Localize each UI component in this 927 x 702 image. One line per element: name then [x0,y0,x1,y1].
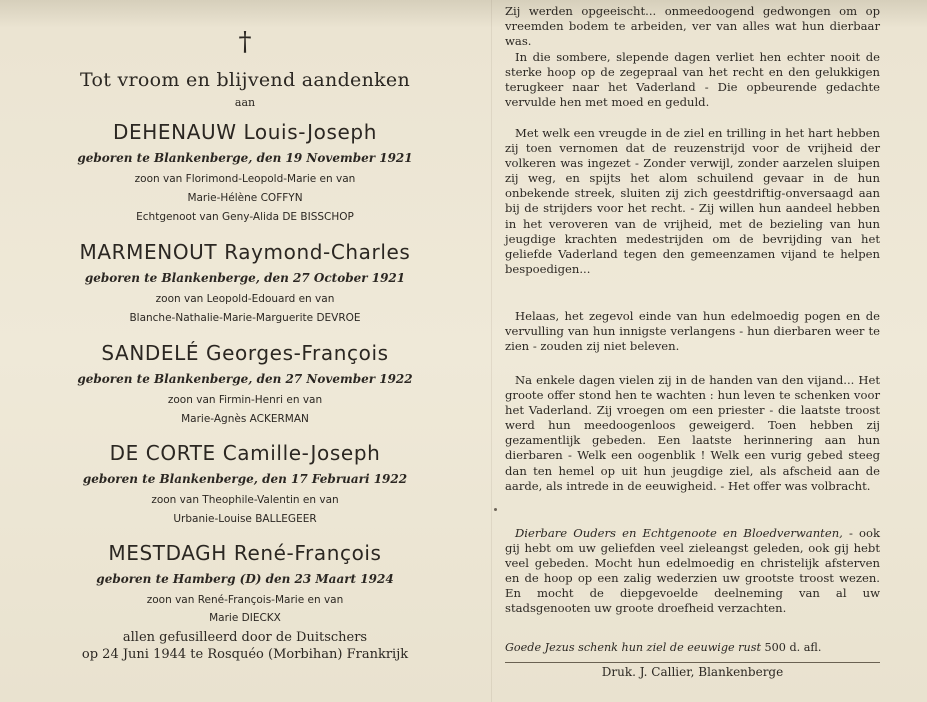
prayer-line [505,640,880,655]
parents-line: Marie-Agnès ACKERMAN [181,413,309,425]
parents-line: zoon van René-François-Marie en van [146,594,344,606]
person-name: MESTDAGH René-François [108,541,382,565]
birth-line: geboren te Blankenberge, den 27 November 1922 [77,372,413,386]
closing-line: op 24 Juni 1944 te Rosquéo (Morbihan) Frankrijk [81,647,409,662]
indulgence-text: 500 d. afl. [764,641,822,654]
divider-rule [505,662,880,663]
parents-line: zoon van Theophile-Valentin en van [151,494,339,506]
person-name: SANDELÉ Georges-François [101,341,389,365]
parents-line: zoon van Florimond-Leopold-Marie en van [134,173,356,185]
paragraph-escape: Met welk een vreugde in de ziel en trilling in het hart hebben zij toen vernomen dat de reuzenstrijd voor de vrijheid der volkeren was ingezet - Zonder verwijl, zonder aarzelen sluipen zij weg, en spijts het alom schuilend gevaar in de hun onbekende streek, sluiten zij zich geestdriftig-onversaagd aan bij de strijders voor het recht. - Zij willen hun aandeel hebben in het veroveren van de vrijheid, met de bezieling van hun jeugdige krachten medestrijden om de bevrijding van het geliefde Vaderland tegen den gemeenzamen vijand te helpen bespoedigen... [505,126,880,276]
family-address: Dierbare Ouders en Echtgenoote en Bloedverwanten, [515,526,843,540]
parents-line: Blanche-Nathalie-Marie-Marguerite DEVROE [129,312,361,324]
paragraph-family [505,526,880,617]
person-name: MARMENOUT Raymond-Charles [79,240,411,264]
birth-line: geboren te Blankenberge, den 17 Februari 1922 [82,472,408,486]
family-text: - ook gij hebt om uw geliefden veel zieleangst geleden, ook gij hebt veel gebeden. Mocht hun edelmoedig en christelijk afsterven en de hoop op een zalig wederzien uw grootste troost wezen. En mocht de diepgevoelde deelneming van al uw stadsgenooten uw groote droefheid verzachten. [505,526,881,616]
person-name: DE CORTE Camille-Joseph [109,441,381,465]
memorial-heading: Tot vroom en blijvend aandenken [79,69,411,91]
paragraph-hope: In die sombere, slepende dagen verliet hen echter nooit de sterke hoop op de zegepraal van het recht en den gelukkigen terugkeer naar het Vaderland - Die opbeurende gedachte vervulde hen met moed en geduld. [505,50,880,110]
spouse-line: Echtgenoot van Geny-Alida DE BISSCHOP [136,211,354,223]
parents-line: zoon van Firmin-Henri en van [167,394,323,406]
card-fold-line [491,0,492,702]
paragraph-fate: Helaas, het zegevol einde van hun edelmoedig pogen en de vervulling van hun innigste verlangens - hun dierbaren weer te zien - zouden zij niet beleven. [505,309,880,354]
person-name: DEHENAUW Louis-Joseph [113,120,377,144]
parents-line: Marie-Hélène COFFYN [187,192,303,204]
birth-line: geboren te Blankenberge, den 19 November 1921 [77,151,413,165]
printer-credit: Druk. J. Callier, Blankenberge [601,665,784,679]
closing-line: allen gefusilleerd door de Duitschers [122,630,368,645]
birth-line: geboren te Blankenberge, den 27 October 1921 [84,271,406,285]
prayer-text: Goede Jezus schenk hun ziel de eeuwige rust [505,641,761,654]
ink-speck [494,508,497,511]
birth-line: geboren te Hamberg (D) den 23 Maart 1924 [96,572,394,586]
parents-line: zoon van Leopold-Edouard en van [155,293,335,305]
paragraph-sacrifice: Na enkele dagen vielen zij in de handen van den vijand... Het groote offer stond hen te wachten : hun leven te schenken voor het Vaderland. Zij vroegen om een priester - die laatste troost werd hun meedoogenloos geweigerd. Toen hebben zij gezamentlijk gebeden. Een laatste herinnering aan hun dierbaren - Welk een oogenblik ! Welk een vurig gebed steeg dan ten hemel op uit hun jeugdige ziel, als afscheid aan de aarde, als intrede in de eeuwigheid. - Het offer was volbracht. [505,373,880,493]
dedication-word: aan [234,96,256,109]
parents-line: Urbanie-Louise BALLEGEER [173,513,317,525]
paragraph-intro: Zij werden opgeeischt... onmeedoogend gedwongen om op vreemden bodem te arbeiden, ver van alles wat hun dierbaar was. [505,4,880,49]
parents-line: Marie DIECKX [209,612,281,624]
cross-icon: † [238,27,252,57]
